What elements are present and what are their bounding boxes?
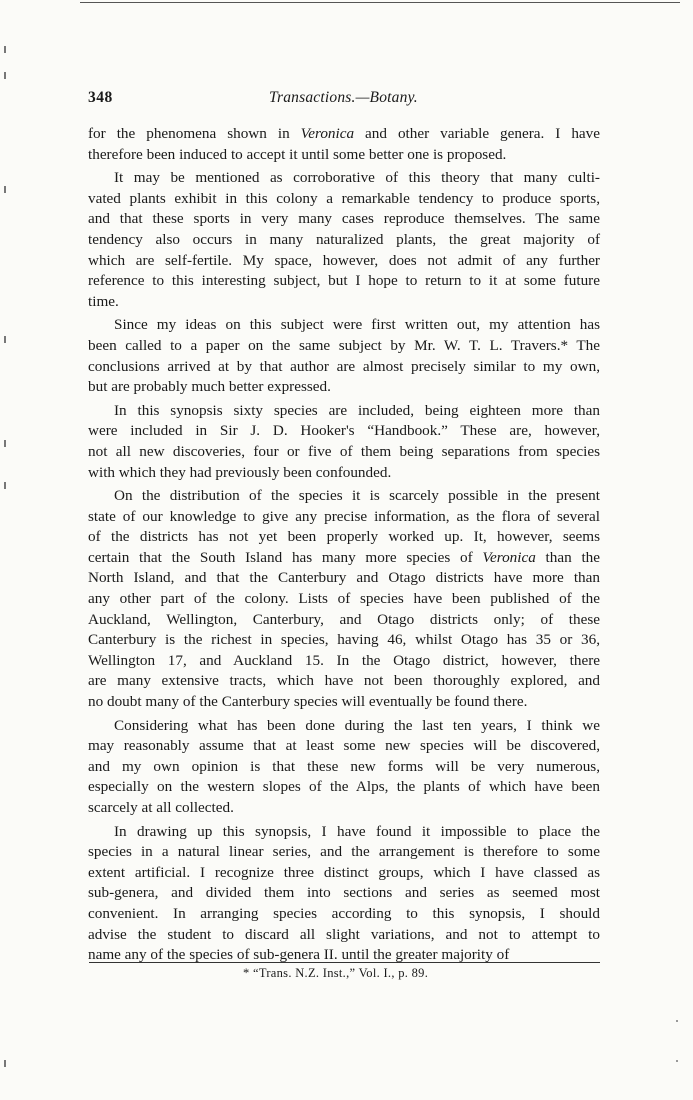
- text-line: vated plants exhibit in this colony a remarkable tendency to produce sports,: [88, 189, 600, 207]
- text-line: name any of the species of sub-genera II. until the greater majority of: [88, 946, 510, 964]
- running-title: Transactions.—Botany.: [269, 89, 418, 106]
- margin-tick: [4, 46, 6, 53]
- paragraph: [88, 168, 600, 312]
- genus-name: Veronica: [482, 548, 536, 566]
- text-line: conclusions arrived at by that author are almost precisely similar to my own,: [88, 357, 600, 375]
- text-line: North Island, and that the Canterbury and Otago districts have more than: [88, 569, 600, 587]
- paragraph: [88, 822, 600, 966]
- text-line: are many extensive tracts, which have not been thoroughly explored, and: [88, 672, 600, 690]
- margin-tick: [4, 72, 6, 79]
- text-line: for the phenomena shown in Veronica and other variable genera. I have: [88, 125, 600, 142]
- body-text: [88, 124, 600, 966]
- text-line: time.: [88, 292, 119, 310]
- text-line: reference to this interesting subject, but I hope to return to it at some future: [88, 272, 600, 290]
- text-line: but are probably much better expressed.: [88, 378, 331, 396]
- text-line: tendency also occurs in many naturalized plants, the great majority of: [88, 230, 600, 248]
- genus-name: Veronica: [300, 125, 355, 142]
- paragraph: [88, 401, 600, 483]
- margin-tick: [4, 186, 6, 193]
- text-line: extent artificial. I recognize three distinct groups, which I have classed as: [88, 863, 600, 881]
- paragraph: [88, 124, 600, 165]
- text-line: Wellington 17, and Auckland 15. In the Otago district, however, there: [88, 651, 600, 669]
- text-line: been called to a paper on the same subject by Mr. W. T. L. Travers.* The: [88, 336, 600, 354]
- text-line: Since my ideas on this subject were first written out, my attention has: [114, 316, 600, 334]
- text-line: with which they had previously been confounded.: [88, 463, 392, 481]
- left-margin-marks: [0, 0, 12, 1100]
- margin-tick: [4, 440, 6, 447]
- text-line: no doubt many of the Canterbury species will eventually be found there.: [88, 693, 528, 711]
- text-line: and my own opinion is that these new forms will be very numerous,: [88, 757, 600, 775]
- text-line: which are self-fertile. My space, however, does not admit of any further: [88, 251, 600, 269]
- text-line: and that these sports in very many cases reproduce themselves. The same: [88, 210, 600, 228]
- page-header: [88, 89, 603, 111]
- text-line: Canterbury is the richest in species, having 46, whilst Otago has 35 or 36,: [88, 631, 600, 649]
- text-line: certain that the South Island has many more species of Veronica than the: [88, 548, 601, 566]
- text-line: It may be mentioned as corroborative of this theory that many culti-: [114, 169, 600, 187]
- paragraph: [88, 716, 600, 819]
- text-line: scarcely at all collected.: [88, 799, 234, 816]
- text-line: Considering what has been done during the last ten years, I think we: [114, 716, 600, 734]
- paragraph: [88, 486, 600, 713]
- text-line: In this synopsis sixty species are included, being eighteen more than: [114, 401, 600, 419]
- right-margin-speck: [676, 1060, 678, 1062]
- text-line: In drawing up this synopsis, I have found it impossible to place the: [114, 822, 600, 840]
- text-line: therefore been induced to accept it until some better one is proposed.: [88, 145, 507, 163]
- footnote: * “Trans. N.Z. Inst.,” Vol. I., p. 89.: [243, 966, 429, 980]
- top-border-rule: [80, 2, 680, 3]
- text-line: Auckland, Wellington, Canterbury, and Otago districts only; of these: [88, 610, 600, 628]
- margin-tick: [4, 482, 6, 489]
- margin-tick: [4, 1060, 6, 1067]
- paragraph: [88, 315, 600, 397]
- text-line: advise the student to discard all slight variations, and not to attempt to: [88, 925, 600, 943]
- text-line: convenient. In arranging species according to this synopsis, I should: [88, 904, 600, 922]
- page-number: 348: [88, 89, 113, 106]
- text-line: state of our knowledge to give any precise information, as the flora of several: [88, 507, 600, 525]
- text-line: sub-genera, and divided them into sections and series as seemed most: [88, 884, 600, 902]
- text-line: especially on the western slopes of the Alps, the plants of which have been: [88, 778, 600, 796]
- text-line: any other part of the colony. Lists of species have been published of the: [88, 590, 600, 608]
- footnote-rule: [89, 962, 600, 963]
- text-line: may reasonably assume that at least some new species will be discovered,: [88, 737, 600, 755]
- text-line: species in a natural linear series, and the arrangement is therefore to some: [88, 843, 600, 861]
- text-line: of the districts has not yet been properly worked up. It, however, seems: [88, 528, 600, 546]
- right-margin-speck: [676, 1020, 678, 1022]
- text-line: On the distribution of the species it is scarcely possible in the present: [114, 487, 600, 505]
- text-line: not all new discoveries, four or five of them being separations from species: [88, 442, 600, 460]
- margin-tick: [4, 336, 6, 343]
- text-line: were included in Sir J. D. Hooker's “Handbook.” These are, however,: [88, 422, 600, 440]
